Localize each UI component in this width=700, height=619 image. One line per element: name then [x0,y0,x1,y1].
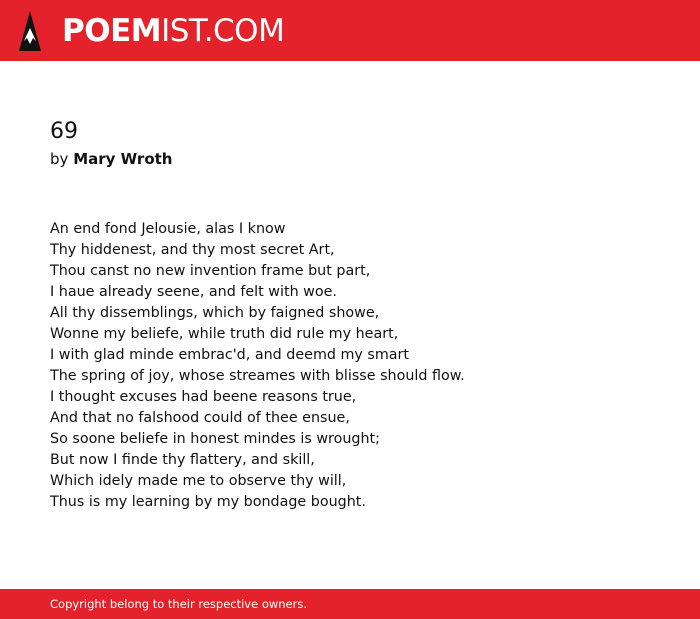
poem-line: I with glad minde embrac'd, and deemd my smart [50,347,410,363]
brand-bold: POEM [62,13,162,49]
poem-line: And that no falshood could of thee ensue, [50,410,350,426]
poem-line: Thou canst no new invention frame but part, [50,263,371,279]
byline [50,148,172,170]
poem-line: Which idely made me to observe thy will, [50,473,347,489]
poem-line: Wonne my beliefe, while truth did rule my heart, [50,326,399,342]
site-header [0,0,700,61]
author-name: Mary Wroth [73,150,173,168]
site-logo[interactable] [62,13,284,49]
poem-title: 69 [50,119,78,144]
by-label: by [50,150,69,168]
poem-line: The spring of joy, whose streames with blisse should flow. [50,368,465,384]
brand-light: IST.COM [161,13,285,49]
pencil-icon[interactable] [19,11,41,51]
poem-line: But now I finde thy flattery, and skill, [50,452,315,468]
poem-line: I haue already seene, and felt with woe. [50,284,337,300]
poem-line: All thy dissemblings, which by faigned showe, [50,305,380,321]
poem-line: Thy hiddenest, and thy most secret Art, [50,242,335,258]
poem-line: Thus is my learning by my bondage bought. [50,494,366,510]
copyright-text: Copyright belong to their respective owners. [50,597,308,611]
site-footer [0,589,700,619]
poem-line: An end fond Jelousie, alas I know [50,221,286,237]
poem-line: I thought excuses had beene reasons true, [50,389,357,405]
poem-line: So soone beliefe in honest mindes is wrought; [50,431,380,447]
poem-body [50,219,465,513]
